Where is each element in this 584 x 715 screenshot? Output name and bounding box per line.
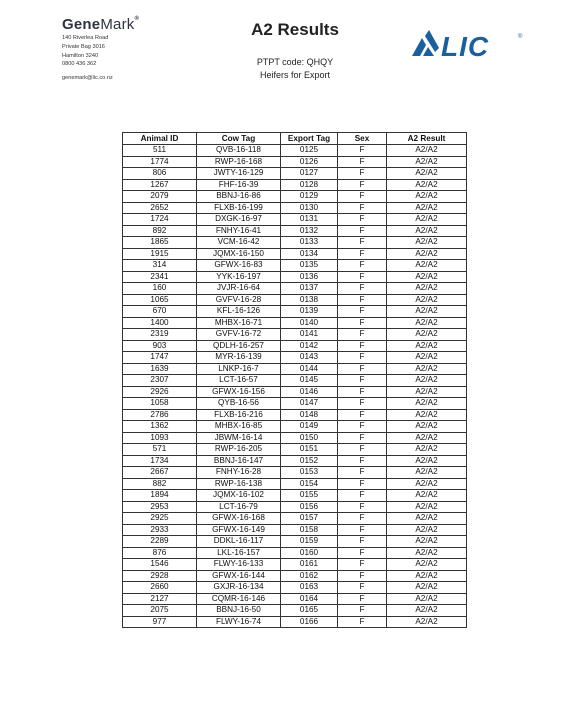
cow-tag-cell: VCM-16-42	[197, 237, 281, 249]
export-tag-cell: 0133	[281, 237, 338, 249]
table-row	[123, 260, 467, 272]
export-tag-cell: 0156	[281, 501, 338, 513]
sex-cell: F	[338, 432, 387, 444]
sex-cell: F	[338, 237, 387, 249]
sex-cell: F	[338, 248, 387, 260]
table-row	[123, 501, 467, 513]
sex-cell: F	[338, 501, 387, 513]
sex-cell: F	[338, 490, 387, 502]
animal-id-cell: 2667	[123, 467, 197, 479]
table-row	[123, 352, 467, 364]
animal-id-cell: 1065	[123, 294, 197, 306]
header-sex: Sex	[338, 133, 387, 145]
animal-id-cell: 2652	[123, 202, 197, 214]
export-tag-cell: 0161	[281, 559, 338, 571]
animal-id-cell: 2075	[123, 605, 197, 617]
animal-id-cell: 1915	[123, 248, 197, 260]
export-tag-cell: 0153	[281, 467, 338, 479]
a2-result-cell: A2/A2	[387, 329, 467, 341]
header-animal-id: Animal ID	[123, 133, 197, 145]
cow-tag-cell: DDKL-16-117	[197, 536, 281, 548]
cow-tag-cell: DXGK-16-97	[197, 214, 281, 226]
animal-id-cell: 1894	[123, 490, 197, 502]
cow-tag-cell: LKL-16-157	[197, 547, 281, 559]
table-row	[123, 432, 467, 444]
animal-id-cell: 2079	[123, 191, 197, 203]
sex-cell: F	[338, 386, 387, 398]
animal-id-cell: 1362	[123, 421, 197, 433]
a2-result-cell: A2/A2	[387, 375, 467, 387]
cow-tag-cell: QYB-16-56	[197, 398, 281, 410]
animal-id-cell: 670	[123, 306, 197, 318]
cow-tag-cell: BBNJ-16-147	[197, 455, 281, 467]
table-row	[123, 283, 467, 295]
animal-id-cell: 2953	[123, 501, 197, 513]
table-row	[123, 570, 467, 582]
sex-cell: F	[338, 260, 387, 272]
table-row	[123, 444, 467, 456]
table-row	[123, 156, 467, 168]
a2-result-cell: A2/A2	[387, 547, 467, 559]
cow-tag-cell: YYK-16-197	[197, 271, 281, 283]
animal-id-cell: 1724	[123, 214, 197, 226]
animal-id-cell: 876	[123, 547, 197, 559]
a2-result-cell: A2/A2	[387, 317, 467, 329]
table-row	[123, 340, 467, 352]
cow-tag-cell: QDLH-16-257	[197, 340, 281, 352]
sex-cell: F	[338, 306, 387, 318]
export-tag-cell: 0160	[281, 547, 338, 559]
sex-cell: F	[338, 616, 387, 628]
a2-result-cell: A2/A2	[387, 513, 467, 525]
cow-tag-cell: JQMX-16-150	[197, 248, 281, 260]
a2-result-cell: A2/A2	[387, 524, 467, 536]
export-tag-cell: 0152	[281, 455, 338, 467]
export-tag-cell: 0136	[281, 271, 338, 283]
animal-id-cell: 2319	[123, 329, 197, 341]
export-tag-cell: 0142	[281, 340, 338, 352]
cow-tag-cell: LCT-16-57	[197, 375, 281, 387]
export-tag-cell: 0134	[281, 248, 338, 260]
a2-result-cell: A2/A2	[387, 306, 467, 318]
animal-id-cell: 882	[123, 478, 197, 490]
animal-id-cell: 1400	[123, 317, 197, 329]
export-tag-cell: 0164	[281, 593, 338, 605]
table-row	[123, 294, 467, 306]
a2-result-cell: A2/A2	[387, 340, 467, 352]
animal-id-cell: 1093	[123, 432, 197, 444]
export-tag-cell: 0132	[281, 225, 338, 237]
cow-tag-cell: FLXB-16-216	[197, 409, 281, 421]
cow-tag-cell: GFWX-16-168	[197, 513, 281, 525]
sex-cell: F	[338, 478, 387, 490]
address-line: Private Bag 3016	[62, 43, 105, 50]
table-row	[123, 398, 467, 410]
table-row	[123, 421, 467, 433]
cow-tag-cell: MYR-16-139	[197, 352, 281, 364]
table-row	[123, 386, 467, 398]
sex-cell: F	[338, 398, 387, 410]
cow-tag-cell: GFWX-16-83	[197, 260, 281, 272]
export-tag-cell: 0147	[281, 398, 338, 410]
export-tag-cell: 0127	[281, 168, 338, 180]
cow-tag-cell: KFL-16-126	[197, 306, 281, 318]
export-tag-cell: 0146	[281, 386, 338, 398]
a2-result-cell: A2/A2	[387, 179, 467, 191]
genemark-logo: GeneMark®	[62, 16, 140, 33]
cow-tag-cell: RWP-16-205	[197, 444, 281, 456]
cow-tag-cell: MHBX-16-85	[197, 421, 281, 433]
a2-result-cell: A2/A2	[387, 582, 467, 594]
cow-tag-cell: LNKP-16-7	[197, 363, 281, 375]
table-row	[123, 455, 467, 467]
header-export-tag: Export Tag	[281, 133, 338, 145]
a2-result-cell: A2/A2	[387, 478, 467, 490]
cow-tag-cell: FNHY-16-28	[197, 467, 281, 479]
a2-result-cell: A2/A2	[387, 432, 467, 444]
table-row	[123, 605, 467, 617]
sex-cell: F	[338, 283, 387, 295]
sex-cell: F	[338, 409, 387, 421]
sex-cell: F	[338, 536, 387, 548]
ptpt-code: PTPT code: QHQY	[256, 57, 334, 67]
sex-cell: F	[338, 444, 387, 456]
export-tag-cell: 0141	[281, 329, 338, 341]
export-tag-cell: 0151	[281, 444, 338, 456]
sex-cell: F	[338, 168, 387, 180]
genemark-email: genemark@lic.co.nz	[62, 75, 113, 82]
table-row	[123, 593, 467, 605]
table-row	[123, 225, 467, 237]
a2-result-cell: A2/A2	[387, 294, 467, 306]
export-tag-cell: 0150	[281, 432, 338, 444]
cow-tag-cell: GVFV-16-72	[197, 329, 281, 341]
a2-result-cell: A2/A2	[387, 202, 467, 214]
export-tag-cell: 0125	[281, 145, 338, 157]
animal-id-cell: 806	[123, 168, 197, 180]
export-tag-cell: 0139	[281, 306, 338, 318]
a2-result-cell: A2/A2	[387, 559, 467, 571]
a2-result-cell: A2/A2	[387, 237, 467, 249]
svg-text:®: ®	[518, 34, 523, 40]
export-tag-cell: 0149	[281, 421, 338, 433]
export-tag-cell: 0126	[281, 156, 338, 168]
page-subtitle: Heifers for Export	[259, 70, 331, 80]
animal-id-cell: 1639	[123, 363, 197, 375]
a2-result-cell: A2/A2	[387, 501, 467, 513]
a2-result-cell: A2/A2	[387, 248, 467, 260]
a2-result-cell: A2/A2	[387, 271, 467, 283]
page-title: A2 Results	[251, 20, 339, 39]
animal-id-cell: 1865	[123, 237, 197, 249]
table-row	[123, 536, 467, 548]
lic-logo	[409, 30, 529, 60]
table-row	[123, 306, 467, 318]
table-row	[123, 202, 467, 214]
a2-result-cell: A2/A2	[387, 409, 467, 421]
animal-id-cell: 1058	[123, 398, 197, 410]
animal-id-cell: 892	[123, 225, 197, 237]
cow-tag-cell: FHF-16-39	[197, 179, 281, 191]
sex-cell: F	[338, 605, 387, 617]
sex-cell: F	[338, 294, 387, 306]
export-tag-cell: 0145	[281, 375, 338, 387]
sex-cell: F	[338, 214, 387, 226]
export-tag-cell: 0143	[281, 352, 338, 364]
table-row	[123, 237, 467, 249]
animal-id-cell: 1267	[123, 179, 197, 191]
cow-tag-cell: LCT-16-79	[197, 501, 281, 513]
sex-cell: F	[338, 340, 387, 352]
a2-result-cell: A2/A2	[387, 467, 467, 479]
cow-tag-cell: CQMR-16-146	[197, 593, 281, 605]
export-tag-cell: 0154	[281, 478, 338, 490]
a2-result-cell: A2/A2	[387, 616, 467, 628]
animal-id-cell: 571	[123, 444, 197, 456]
sex-cell: F	[338, 455, 387, 467]
export-tag-cell: 0148	[281, 409, 338, 421]
table-row	[123, 271, 467, 283]
a2-result-cell: A2/A2	[387, 455, 467, 467]
table-row	[123, 214, 467, 226]
export-tag-cell: 0135	[281, 260, 338, 272]
cow-tag-cell: JVJR-16-64	[197, 283, 281, 295]
table-row	[123, 191, 467, 203]
sex-cell: F	[338, 202, 387, 214]
a2-result-cell: A2/A2	[387, 352, 467, 364]
sex-cell: F	[338, 570, 387, 582]
table-row	[123, 145, 467, 157]
a2-result-cell: A2/A2	[387, 536, 467, 548]
a2-result-cell: A2/A2	[387, 191, 467, 203]
a2-result-cell: A2/A2	[387, 386, 467, 398]
table-row	[123, 467, 467, 479]
sex-cell: F	[338, 352, 387, 364]
cow-tag-cell: GFWX-16-144	[197, 570, 281, 582]
table-row	[123, 363, 467, 375]
table-header-row	[123, 133, 467, 145]
sex-cell: F	[338, 547, 387, 559]
svg-text:LIC: LIC	[441, 31, 490, 60]
table-row	[123, 317, 467, 329]
animal-id-cell: 2289	[123, 536, 197, 548]
table-row	[123, 559, 467, 571]
table-row	[123, 547, 467, 559]
a2-result-cell: A2/A2	[387, 260, 467, 272]
cow-tag-cell: FLWY-16-133	[197, 559, 281, 571]
animal-id-cell: 2341	[123, 271, 197, 283]
export-tag-cell: 0155	[281, 490, 338, 502]
a2-result-cell: A2/A2	[387, 156, 467, 168]
table-row	[123, 513, 467, 525]
a2-result-cell: A2/A2	[387, 145, 467, 157]
export-tag-cell: 0128	[281, 179, 338, 191]
export-tag-cell: 0131	[281, 214, 338, 226]
cow-tag-cell: JWTY-16-129	[197, 168, 281, 180]
animal-id-cell: 977	[123, 616, 197, 628]
cow-tag-cell: FNHY-16-41	[197, 225, 281, 237]
sex-cell: F	[338, 363, 387, 375]
animal-id-cell: 903	[123, 340, 197, 352]
animal-id-cell: 2127	[123, 593, 197, 605]
sex-cell: F	[338, 225, 387, 237]
sex-cell: F	[338, 317, 387, 329]
export-tag-cell: 0138	[281, 294, 338, 306]
sex-cell: F	[338, 513, 387, 525]
cow-tag-cell: RWP-16-138	[197, 478, 281, 490]
cow-tag-cell: QVB-16-118	[197, 145, 281, 157]
cow-tag-cell: JQMX-16-102	[197, 490, 281, 502]
cow-tag-cell: JBWM-16-14	[197, 432, 281, 444]
animal-id-cell: 1747	[123, 352, 197, 364]
sex-cell: F	[338, 145, 387, 157]
export-tag-cell: 0159	[281, 536, 338, 548]
cow-tag-cell: GVFV-16-28	[197, 294, 281, 306]
sex-cell: F	[338, 559, 387, 571]
animal-id-cell: 2786	[123, 409, 197, 421]
export-tag-cell: 0162	[281, 570, 338, 582]
sex-cell: F	[338, 593, 387, 605]
export-tag-cell: 0137	[281, 283, 338, 295]
animal-id-cell: 1546	[123, 559, 197, 571]
sex-cell: F	[338, 582, 387, 594]
address-line: 140 Riverlea Road	[62, 35, 109, 41]
a2-result-cell: A2/A2	[387, 398, 467, 410]
animal-id-cell: 160	[123, 283, 197, 295]
cow-tag-cell: GFWX-16-149	[197, 524, 281, 536]
export-tag-cell: 0163	[281, 582, 338, 594]
animal-id-cell: 2660	[123, 582, 197, 594]
sex-cell: F	[338, 179, 387, 191]
animal-id-cell: 314	[123, 260, 197, 272]
a2-result-cell: A2/A2	[387, 225, 467, 237]
cow-tag-cell: GXJR-16-134	[197, 582, 281, 594]
export-tag-cell: 0165	[281, 605, 338, 617]
a2-result-cell: A2/A2	[387, 444, 467, 456]
table-row	[123, 375, 467, 387]
table-row	[123, 582, 467, 594]
cow-tag-cell: BBNJ-16-86	[197, 191, 281, 203]
address-line: 0800 436 362	[62, 61, 97, 68]
animal-id-cell: 2925	[123, 513, 197, 525]
table-row	[123, 409, 467, 421]
header-cow-tag: Cow Tag	[197, 133, 281, 145]
cow-tag-cell: FLWY-16-74	[197, 616, 281, 628]
a2-result-cell: A2/A2	[387, 490, 467, 502]
cow-tag-cell: RWP-16-168	[197, 156, 281, 168]
table-row	[123, 478, 467, 490]
table-row	[123, 524, 467, 536]
a2-result-cell: A2/A2	[387, 214, 467, 226]
sex-cell: F	[338, 524, 387, 536]
a2-result-cell: A2/A2	[387, 605, 467, 617]
export-tag-cell: 0166	[281, 616, 338, 628]
animal-id-cell: 2933	[123, 524, 197, 536]
a2-result-cell: A2/A2	[387, 168, 467, 180]
a2-result-cell: A2/A2	[387, 570, 467, 582]
cow-tag-cell: BBNJ-16-50	[197, 605, 281, 617]
a2-result-cell: A2/A2	[387, 363, 467, 375]
table-row	[123, 616, 467, 628]
export-tag-cell: 0130	[281, 202, 338, 214]
a2-result-cell: A2/A2	[387, 593, 467, 605]
table-row	[123, 329, 467, 341]
export-tag-cell: 0157	[281, 513, 338, 525]
sex-cell: F	[338, 191, 387, 203]
a2-result-cell: A2/A2	[387, 421, 467, 433]
sex-cell: F	[338, 271, 387, 283]
sex-cell: F	[338, 156, 387, 168]
animal-id-cell: 511	[123, 145, 197, 157]
table-row	[123, 490, 467, 502]
animal-id-cell: 2307	[123, 375, 197, 387]
export-tag-cell: 0144	[281, 363, 338, 375]
animal-id-cell: 1734	[123, 455, 197, 467]
export-tag-cell: 0140	[281, 317, 338, 329]
a2-result-cell: A2/A2	[387, 283, 467, 295]
cow-tag-cell: GFWX-16-156	[197, 386, 281, 398]
table-row	[123, 248, 467, 260]
cow-tag-cell: MHBX-16-71	[197, 317, 281, 329]
sex-cell: F	[338, 467, 387, 479]
table-row	[123, 168, 467, 180]
header-a2-result: A2 Result	[387, 133, 467, 145]
sex-cell: F	[338, 375, 387, 387]
table-row	[123, 179, 467, 191]
animal-id-cell: 1774	[123, 156, 197, 168]
sex-cell: F	[338, 421, 387, 433]
animal-id-cell: 2926	[123, 386, 197, 398]
cow-tag-cell: FLXB-16-199	[197, 202, 281, 214]
address-line: Hamilton 3240	[62, 52, 99, 59]
export-tag-cell: 0129	[281, 191, 338, 203]
export-tag-cell: 0158	[281, 524, 338, 536]
animal-id-cell: 2928	[123, 570, 197, 582]
results-table	[122, 132, 467, 628]
sex-cell: F	[338, 329, 387, 341]
